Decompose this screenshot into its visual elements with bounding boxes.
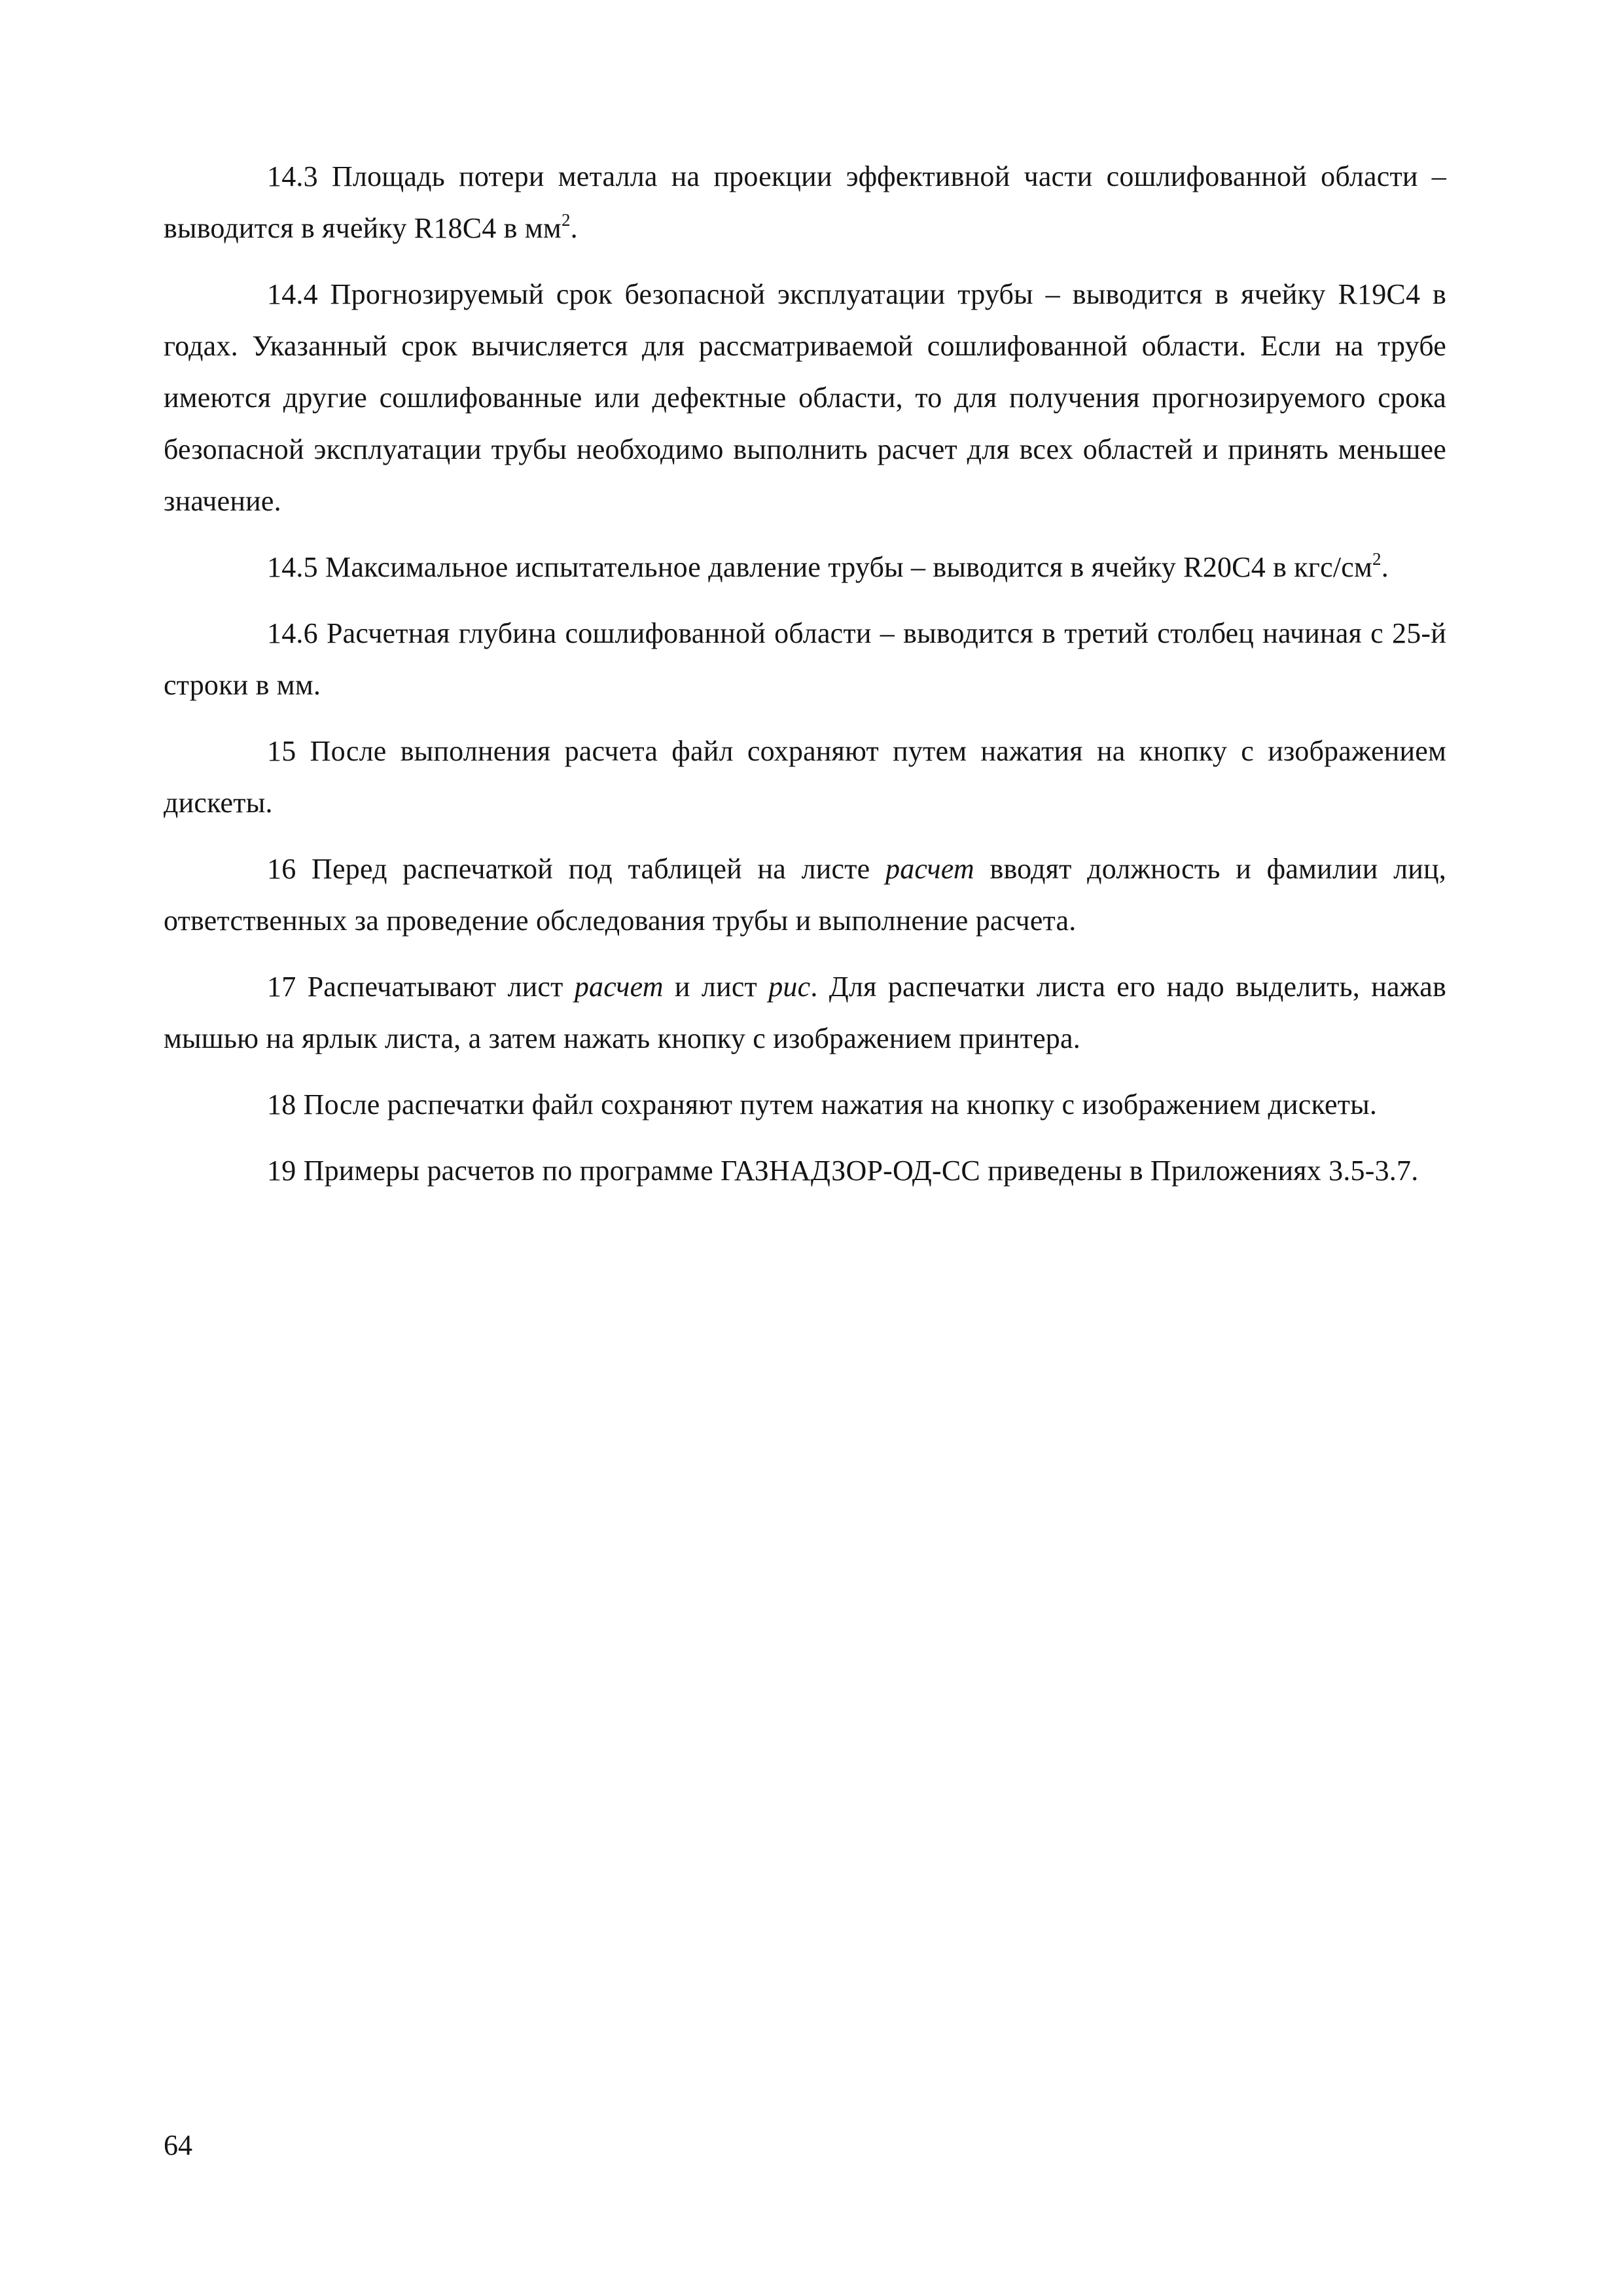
sheet-name-raschet: расчет: [885, 853, 974, 885]
paragraph-17-end: . Для распечатки листа его надо выделить, нажав мышью на ярлык листа, а затем нажать кнопку с изображением принтера.: [164, 971, 1446, 1054]
paragraph-14-4: 14.4 Прогнозируемый срок безопасной эксплуатации трубы – выводится в ячейку R19C4 в годах. Указанный срок вычисляется для рассматриваемой сошлифованной области. Если на трубе имеются другие сошлифованные или дефектные области, то для получения прогнозируемого срока безопасной эксплуатации трубы необходимо выполнить расчет для всех областей и принять меньшее значение.: [164, 278, 1446, 517]
page-number: 64: [164, 2129, 192, 2161]
superscript-2: 2: [1372, 549, 1382, 569]
paragraph-15: 15 После выполнения расчета файл сохраняют путем нажатия на кнопку с изображением дискеты.: [164, 735, 1446, 819]
paragraph-19: 19 Примеры расчетов по программе ГАЗНАДЗОР-ОД-СС приведены в Приложениях 3.5-3.7.: [267, 1155, 1419, 1187]
sheet-name-ris: рис: [768, 971, 811, 1003]
paragraph-14-3-text: 14.3 Площадь потери металла на проекции эффективной части сошлифованной области – выводится в ячейку R18C4 в мм: [164, 160, 1446, 244]
superscript-2: 2: [561, 210, 571, 230]
paragraph-14-5-text: 14.5 Максимальное испытательное давление трубы – выводится в ячейку R20C4 в кгс/см: [267, 551, 1373, 583]
document-body: [164, 151, 1446, 1211]
paragraph-14-5-end: .: [1381, 551, 1389, 583]
paragraph-14-3-end: .: [570, 212, 578, 244]
paragraph-17-middle: и лист: [663, 971, 769, 1003]
paragraph-18: 18 После распечатки файл сохраняют путем нажатия на кнопку с изображением дискеты.: [267, 1088, 1378, 1121]
paragraph-14-6: 14.6 Расчетная глубина сошлифованной области – выводится в третий столбец начиная с 25-й строки в мм.: [164, 617, 1446, 701]
paragraph-17: [164, 961, 1446, 1064]
paragraph-16-text: 16 Перед распечаткой под таблицей на листе: [267, 853, 885, 885]
paragraph-17-text: 17 Распечатывают лист: [267, 971, 575, 1003]
paragraph-16-end: вводят должность и фамилии лиц, ответственных за проведение обследования трубы и выполнение расчета.: [164, 853, 1446, 937]
paragraph-14-5: [164, 541, 1446, 593]
sheet-name-raschet: расчет: [574, 971, 664, 1003]
paragraph-16: [164, 843, 1446, 946]
paragraph-14-3: [164, 151, 1446, 254]
